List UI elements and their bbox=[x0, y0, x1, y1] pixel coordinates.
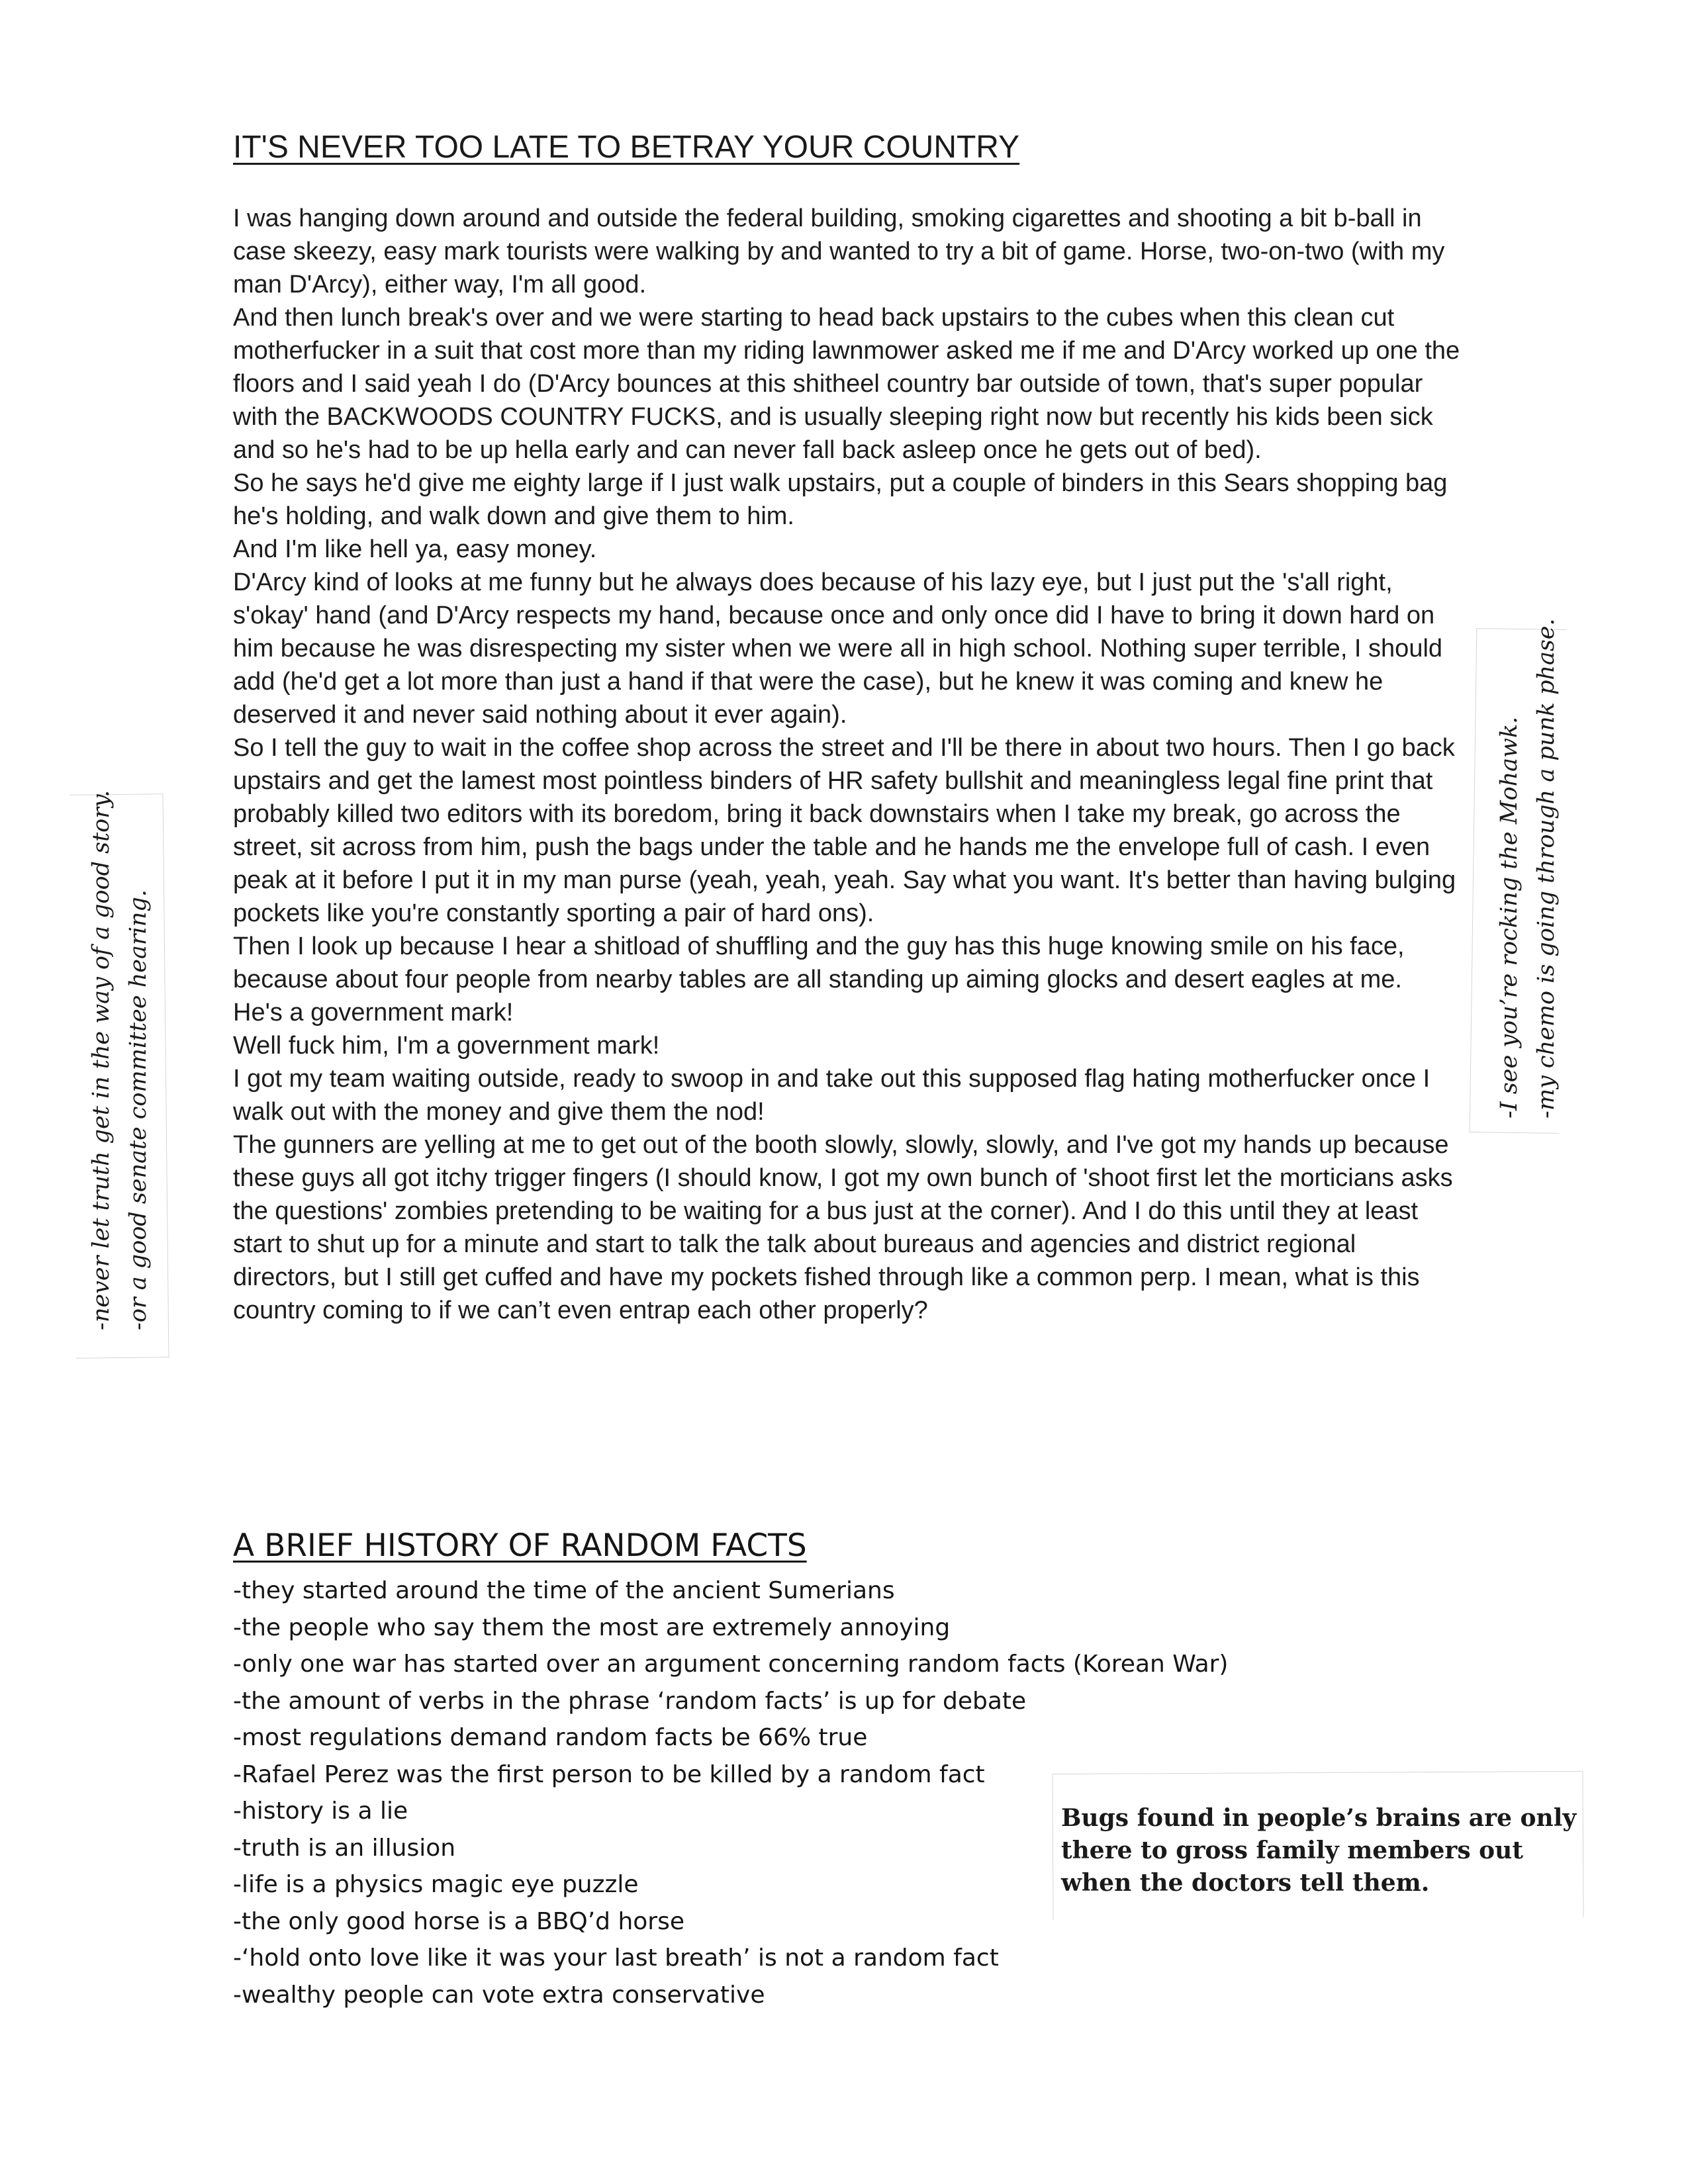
fact-item: -truth is an illusion bbox=[233, 1834, 456, 1862]
story-paragraph: And then lunch break's over and we were starting to head back upstairs to the cubes when this clean cut motherfucker in a suit that cost more than my riding lawnmower asked me if me and D'Arcy worked up one the floors and I said yeah I do (D'Arcy bounces at this shitheel country bar outside of town, that's super popular with the BACKWOODS COUNTRY FUCKS, and is usually sleeping right now but recently his kids been sick and so he's had to be up hella early and can never fall back asleep once he gets out of bed). bbox=[233, 304, 1460, 464]
side-note-line: -my chemo is going through a punk phase. bbox=[1533, 618, 1560, 1118]
story-paragraph: I got my team waiting outside, ready to swoop in and take out this supposed flag hating motherfucker once I walk out with the money and give them the nod! bbox=[233, 1065, 1430, 1126]
fact-item: -most regulations demand random facts be 66% true bbox=[233, 1724, 868, 1751]
fact-item: -they started around the time of the ancient Sumerians bbox=[233, 1577, 895, 1604]
side-note-left bbox=[83, 790, 157, 1330]
side-note-line: -never let truth get in the way of a good story. bbox=[88, 790, 115, 1330]
fact-item: -the amount of verbs in the phrase ‘random facts’ is up for debate bbox=[233, 1687, 1027, 1715]
story-paragraph: He's a government mark! bbox=[233, 999, 514, 1026]
story-body bbox=[233, 202, 1464, 1327]
story-paragraph: The gunners are yelling at me to get out of the booth slowly, slowly, slowly, and I've got my hands up because these guys all got itchy trigger fingers (I should know, I got my own bunch of 'shoot first let the morticians asks the questions' zombies pretending to be waiting for a bus just at the corner). And I do this until they at least start to shut up for a minute and start to talk the talk about bureaus and agencies and district regional directors, but I still get cuffed and have my pockets fished through like a common perp. I mean, what is this country coming to if we can’t even entrap each other properly? bbox=[233, 1131, 1453, 1324]
fact-item: -history is a lie bbox=[233, 1797, 408, 1825]
facts-title: A BRIEF HISTORY OF RANDOM FACTS bbox=[233, 1527, 807, 1564]
story-paragraph: D'Arcy kind of looks at me funny but he always does because of his lazy eye, but I just put the 's'all right, s'okay' hand (and D'Arcy respects my hand, because once and only once did I have to bring it down hard on him because he was disrespecting my sister when we were all in high school. Nothing super terrible, I should add (he'd get a lot more than just a hand if that were the case), but he knew it was coming and knew he deserved it and never said nothing about it ever again). bbox=[233, 569, 1443, 729]
fact-item: -only one war has started over an argument concerning random facts (Korean War) bbox=[233, 1651, 1229, 1678]
fact-item: -‘hold onto love like it was your last breath’ is not a random fact bbox=[233, 1944, 999, 1972]
story-paragraph: So I tell the guy to wait in the coffee shop across the street and I'll be there in about two hours. Then I go back upstairs and get the lamest most pointless binders of HR safety bullshit and meaningless legal fine print that probably killed two editors with its boredom, bring it back downstairs when I take my break, go across the street, sit across from him, push the bags under the table and he hands me the envelope full of cash. I even peak at it before I put it in my man purse (yeah, yeah, yeah. Say what you want. It's better than having bulging pockets like you're constantly sporting a pair of hard ons). bbox=[233, 734, 1456, 927]
story-title: IT'S NEVER TOO LATE TO BETRAY YOUR COUNTRY bbox=[233, 130, 1020, 165]
side-note-line: -I see you’re rocking the Mohawk. bbox=[1496, 716, 1523, 1118]
fact-item: -life is a physics magic eye puzzle bbox=[233, 1871, 639, 1898]
story-paragraph: So he says he'd give me eighty large if I just walk upstairs, put a couple of binders in this Sears shopping bag he's holding, and walk down and give them to him. bbox=[233, 469, 1448, 530]
facts-list bbox=[233, 1572, 1229, 2013]
story-paragraph: And I'm like hell ya, easy money. bbox=[233, 535, 597, 563]
fact-item: -wealthy people can vote extra conservative bbox=[233, 1981, 765, 2009]
fact-item: -the people who say them the most are extremely annoying bbox=[233, 1614, 951, 1641]
fact-item: -the only good horse is a BBQ’d horse bbox=[233, 1907, 685, 1935]
story-paragraph: Then I look up because I hear a shitload of shuffling and the guy has this huge knowing smile on his face, because about four people from nearby tables are all standing up aiming glocks and desert eagles at me. bbox=[233, 933, 1405, 993]
bugs-note: Bugs found in people’s brains are only there to gross family members out when the doctors tell them. bbox=[1061, 1804, 1577, 1897]
story-paragraph: I was hanging down around and outside the federal building, smoking cigarettes and shooting a bit b-ball in case skeezy, easy mark tourists were walking by and wanted to try a bit of game. Horse, two-on-two (with my man D'Arcy), either way, I'm all good. bbox=[233, 205, 1445, 298]
side-note-right bbox=[1491, 618, 1565, 1118]
fact-item: -Rafael Perez was the first person to be killed by a random fact bbox=[233, 1760, 985, 1788]
side-note-line: -or a good senate committee hearing. bbox=[125, 889, 152, 1330]
story-paragraph: Well fuck him, I'm a government mark! bbox=[233, 1032, 660, 1060]
